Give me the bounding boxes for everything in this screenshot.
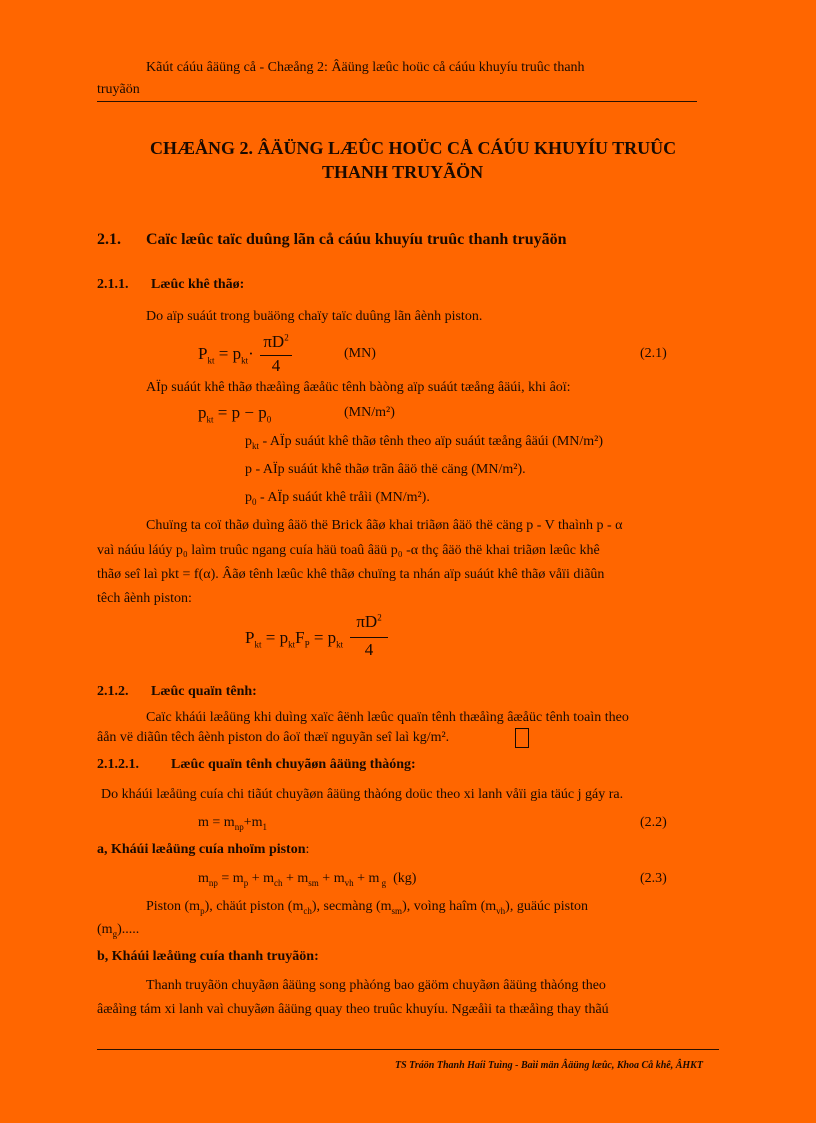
paragraph-3-line2: vaì náúu láúy p₀ laìm truûc ngang cuía häü toaû âäü p₀ -α thç âäö thë khai triãøn læûc khê	[97, 543, 600, 558]
section-2-1-2-1-number: 2.1.2.1.	[97, 757, 139, 772]
paragraph-5: Do kháúi læåüng cuía chi tiãút chuyãøn âäüng thàóng doüc theo xi lanh våïi gia täúc j gáy ra.	[101, 787, 624, 802]
definition-p0: $p_0$ - AÏp suáút khê tråìi (MN/m²).	[245, 490, 430, 507]
eq2-unit: (MN/m²)	[344, 405, 395, 420]
section-2-1-2-title: Læûc quaïn tênh:	[151, 684, 257, 699]
chapter-title-line1: CHÆÅNG 2. ÂÄÜNG LÆÛC HOÜC CÅ CÁÚU KHUYÍU TRUÛC	[150, 138, 677, 158]
section-2-1-2-1-title: Læûc quaïn tênh chuyãøn âäüng thàóng:	[171, 757, 416, 772]
subheading-b: b, Kháúi læåüng cuía thanh truyãön:	[97, 949, 319, 964]
eq1-numerator: $\pi D^2$	[263, 332, 289, 351]
footer-text: TS Tráön Thanh Haíi Tuìng - Baìi män Âäüng læûc, Khoa Cå khê, ÂHKT	[395, 1060, 703, 1071]
section-2-1-number: 2.1.	[97, 231, 121, 248]
paragraph-4-line2: âån vë diãûn têch âènh piston do âoï thæï nguyãn seî laì kg/m².	[97, 730, 450, 745]
header-rule	[97, 101, 697, 102]
eq2: $p_{kt} = p - p_0$	[198, 403, 272, 425]
paragraph-3-line1: Chuïng ta coï thãø duìng âäö thë Brick âãø khai triãøn âäö thë cäng p - V thaình p - α	[146, 518, 623, 533]
eq3-fraction-bar	[350, 637, 388, 638]
paragraph-6-line2: $(m_g)$.....	[97, 922, 140, 939]
eq1-lhs: $P_{kt} = p_{kt}\cdot$	[198, 344, 254, 366]
eq5-ref: (2.3)	[640, 871, 667, 886]
eq3-lhs: $P_{kt} = p_{kt}F_P = p_{kt}$	[245, 628, 344, 650]
definition-pkt: $p_{kt}$ - AÏp suáút khê thãø tênh theo aïp suáút tæång âäúi (MN/m²)	[245, 434, 604, 451]
section-2-1-title: Caïc læûc taïc duûng lãn cå cáúu khuyíu truûc thanh truyãön	[146, 231, 567, 248]
eq1-denominator: 4	[271, 356, 281, 375]
footer-rule	[97, 1049, 719, 1050]
subheading-a: a, Kháúi læåüng cuía nhoïm piston:	[97, 842, 310, 857]
paragraph-3-line4: têch âènh piston:	[97, 591, 192, 606]
eq4: $m = m_{np}+m_1$	[198, 815, 267, 832]
eq3-numerator: $\pi D^2$	[356, 612, 382, 631]
chapter-title-line2: THANH TRUYÃÖN	[322, 162, 484, 182]
paragraph-7-line1: Thanh truyãön chuyãøn âäüng song phàóng bao gäöm chuyãøn âäüng thàóng theo	[146, 978, 606, 993]
running-header-line2: truyãön	[97, 82, 140, 97]
paragraph-4-line1: Caïc kháúi læåüng khi duìng xaïc âënh læûc quaïn tênh thæåìng âæåüc tênh toaìn theo	[146, 710, 629, 725]
definition-p: p - AÏp suáút khê thãø trãn âäö thë cäng (MN/m²).	[245, 462, 526, 477]
section-2-1-1-title: Læûc khê thãø:	[151, 277, 245, 292]
paragraph-3-line3: thãø seî laì pkt = f(α). Âãø tênh læûc khê thãø chuïng ta nhán aïp suáút khê thãø våïi diãûn	[97, 567, 605, 582]
paragraph-2: AÏp suáút khê thãø thæåìng âæåüc tênh bàòng aïp suáút tæång âäúi, khi âoï:	[146, 380, 571, 395]
running-header-line1: Kãút cáúu âäüng cå - Chæång 2: Âäüng læûc hoüc cå cáúu khuyíu truûc thanh	[146, 60, 585, 75]
eq1-unit: (MN)	[344, 346, 376, 361]
section-2-1-2-number: 2.1.2.	[97, 684, 129, 699]
paragraph-6-line1: Piston $(m_p)$, chäút piston $(m_{ch})$, secmàng $(m_{sm})$, voìng haîm $(m_{vh})$, guäúc piston	[146, 899, 588, 916]
eq4-ref: (2.2)	[640, 815, 667, 830]
eq1-ref: (2.1)	[640, 346, 667, 361]
paragraph-7-line2: âæåìng tám xi lanh vaì chuyãøn âäüng quay theo truûc khuyíu. Ngæåìi ta thæåìng thay thãú	[97, 1002, 609, 1017]
section-2-1-1-number: 2.1.1.	[97, 277, 129, 292]
placeholder-box	[515, 728, 529, 748]
eq3-denominator: 4	[364, 640, 374, 659]
eq5: $m_{np} = m_p + m_{ch} + m_{sm} + m_{vh} + m$ $_g$ (kg)	[198, 871, 417, 888]
paragraph-1: Do aïp suáút trong buäöng chaïy taïc duûng lãn âènh piston.	[146, 309, 483, 324]
